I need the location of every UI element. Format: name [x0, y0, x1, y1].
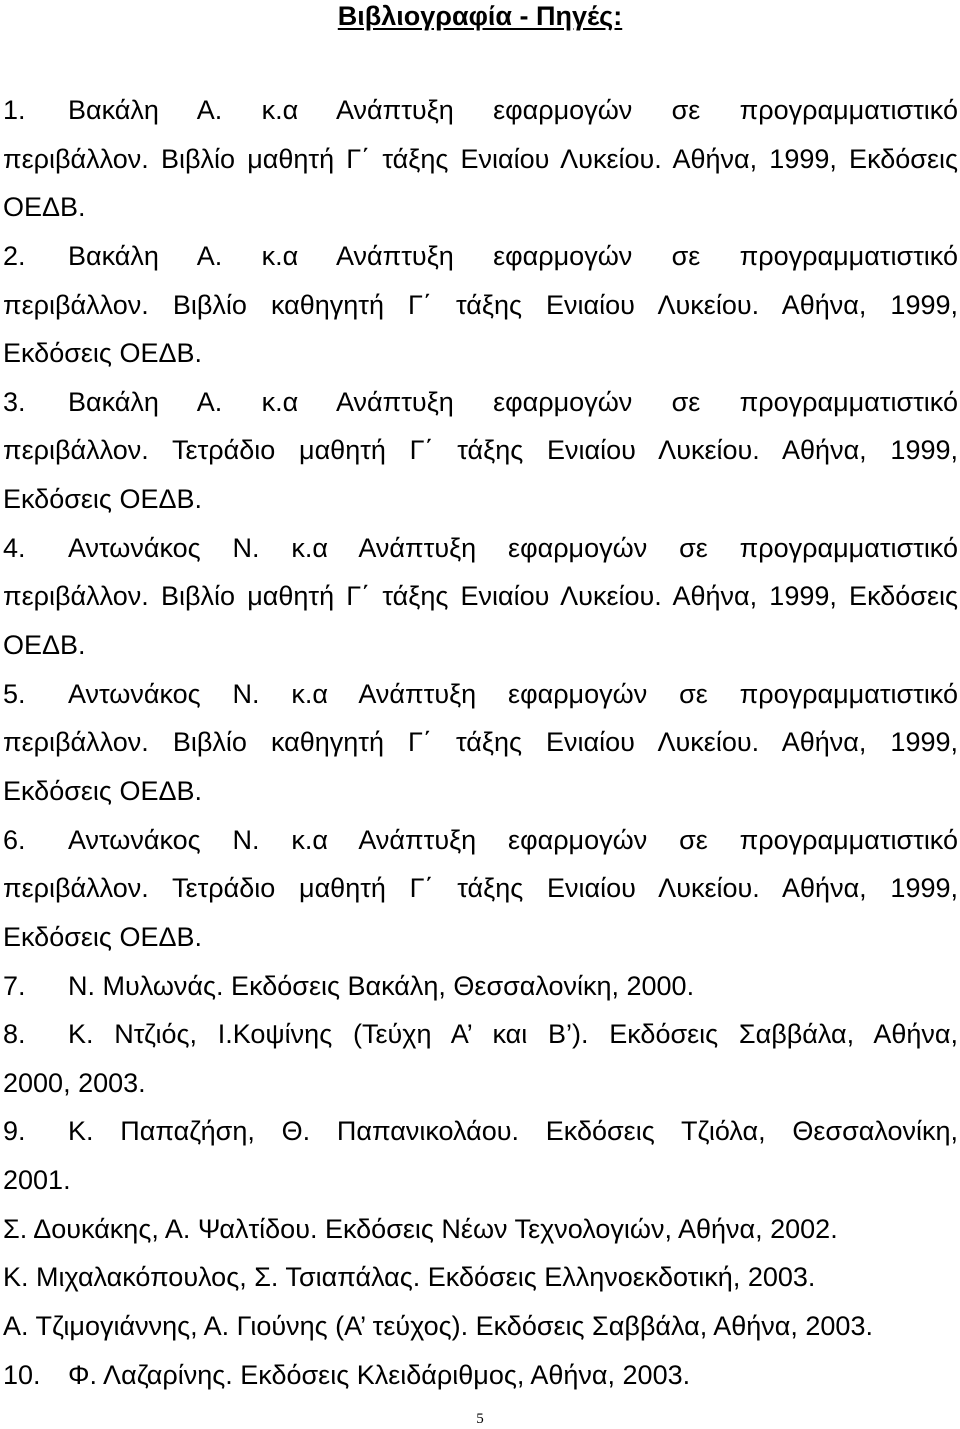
entry-number: 10. [3, 1359, 41, 1390]
entry-4-line-2: περιβάλλον. Βιβλίο μαθητή Γ΄ τάξης Ενιαίου Λυκείου. Αθήνα, 1999, Εκδόσεις [3, 581, 958, 612]
entry-number: 8. [3, 1019, 26, 1050]
entry-number: 6. [3, 824, 26, 855]
entry-text: Αντωνάκος Ν. κ.α Ανάπτυξη εφαρμογών σε προγραμματιστικό [68, 824, 958, 855]
entry-1-line-1 [3, 86, 958, 135]
entry-number: 3. [3, 386, 26, 417]
entry-5-line-3: Εκδόσεις ΟΕΔΒ. [3, 775, 202, 806]
entry-8-line-1 [3, 1010, 958, 1059]
entry-6-line-1 [3, 816, 958, 865]
entry-text: Αντωνάκος Ν. κ.α Ανάπτυξη εφαρμογών σε προγραμματιστικό [68, 678, 958, 709]
entry-text: Ν. Μυλωνάς. Εκδόσεις Βακάλη, Θεσσαλονίκη, 2000. [68, 970, 695, 1001]
entry-number: 4. [3, 532, 26, 563]
entry-2-line-3: Εκδόσεις ΟΕΔΒ. [3, 338, 202, 369]
entry-1-line-3: ΟΕΔΒ. [3, 192, 86, 223]
entry-6-line-2: περιβάλλον. Τετράδιο μαθητή Γ΄ τάξης Ενιαίου Λυκείου. Αθήνα, 1999, [3, 873, 958, 904]
entry-10-line-1 [3, 1351, 958, 1400]
entry-2-line-2: περιβάλλον. Βιβλίο καθηγητή Γ΄ τάξης Ενιαίου Λυκείου. Αθήνα, 1999, [3, 289, 958, 320]
entry-1-line-2: περιβάλλον. Βιβλίο μαθητή Γ΄ τάξης Ενιαίου Λυκείου. Αθήνα, 1999, Εκδόσεις [3, 143, 958, 174]
entry-number: 5. [3, 678, 26, 709]
entry-3-line-3: Εκδόσεις ΟΕΔΒ. [3, 484, 202, 515]
entry-tzimogiannis: Α. Τζιμογιάννης, Α. Γιούνης (Α’ τεύχος). Εκδόσεις Σαββάλα, Αθήνα, 2003. [3, 1311, 873, 1342]
entry-michalakopoulos: Κ. Μιχαλακόπουλος, Σ. Τσιαπάλας. Εκδόσεις Ελληνοεκδοτική, 2003. [3, 1262, 816, 1293]
bibliography-title: Βιβλιογραφία - Πηγές: [337, 1, 623, 31]
entry-text: Βακάλη Α. κ.α Ανάπτυξη εφαρμογών σε προγραμματιστικό [68, 240, 958, 271]
bibliography-list [3, 86, 958, 1399]
entry-4-line-1 [3, 524, 958, 573]
entry-8-line-2: 2000, 2003. [3, 1067, 146, 1098]
entry-5-line-2: περιβάλλον. Βιβλίο καθηγητή Γ΄ τάξης Ενιαίου Λυκείου. Αθήνα, 1999, [3, 727, 958, 758]
entry-5-line-1 [3, 670, 958, 719]
entry-doukakis: Σ. Δουκάκης, Α. Ψαλτίδου. Εκδόσεις Νέων Τεχνολογιών, Αθήνα, 2002. [3, 1213, 838, 1244]
entry-9-line-2: 2001. [3, 1165, 71, 1196]
page-number: 5 [476, 1411, 484, 1427]
entry-text: Βακάλη Α. κ.α Ανάπτυξη εφαρμογών σε προγραμματιστικό [68, 386, 958, 417]
entry-3-line-1 [3, 378, 958, 427]
entry-2-line-1 [3, 232, 958, 281]
entry-text: Αντωνάκος Ν. κ.α Ανάπτυξη εφαρμογών σε προγραμματιστικό [68, 532, 958, 563]
entry-text: Βακάλη Α. κ.α Ανάπτυξη εφαρμογών σε προγραμματιστικό [68, 95, 958, 125]
entry-number: 2. [3, 240, 26, 271]
entry-6-line-3: Εκδόσεις ΟΕΔΒ. [3, 921, 202, 952]
entry-7-line-1 [3, 962, 958, 1011]
entry-number: 9. [3, 1116, 26, 1147]
entry-3-line-2: περιβάλλον. Τετράδιο μαθητή Γ΄ τάξης Ενιαίου Λυκείου. Αθήνα, 1999, [3, 435, 958, 466]
entry-text: Φ. Λαζαρίνης. Εκδόσεις Κλειδάριθμος, Αθήνα, 2003. [68, 1359, 691, 1390]
entry-9-line-1 [3, 1107, 958, 1156]
entry-4-line-3: ΟΕΔΒ. [3, 630, 86, 661]
entry-text: Κ. Παπαζήση, Θ. Παπανικολάου. Εκδόσεις Τζιόλα, Θεσσαλονίκη, [68, 1116, 958, 1147]
entry-number: 7. [3, 970, 26, 1001]
entry-number: 1. [3, 95, 26, 125]
entry-text: Κ. Ντζιός, Ι.Κοψίνης (Τεύχη Α’ και Β’). Εκδόσεις Σαββάλα, Αθήνα, [68, 1019, 958, 1050]
